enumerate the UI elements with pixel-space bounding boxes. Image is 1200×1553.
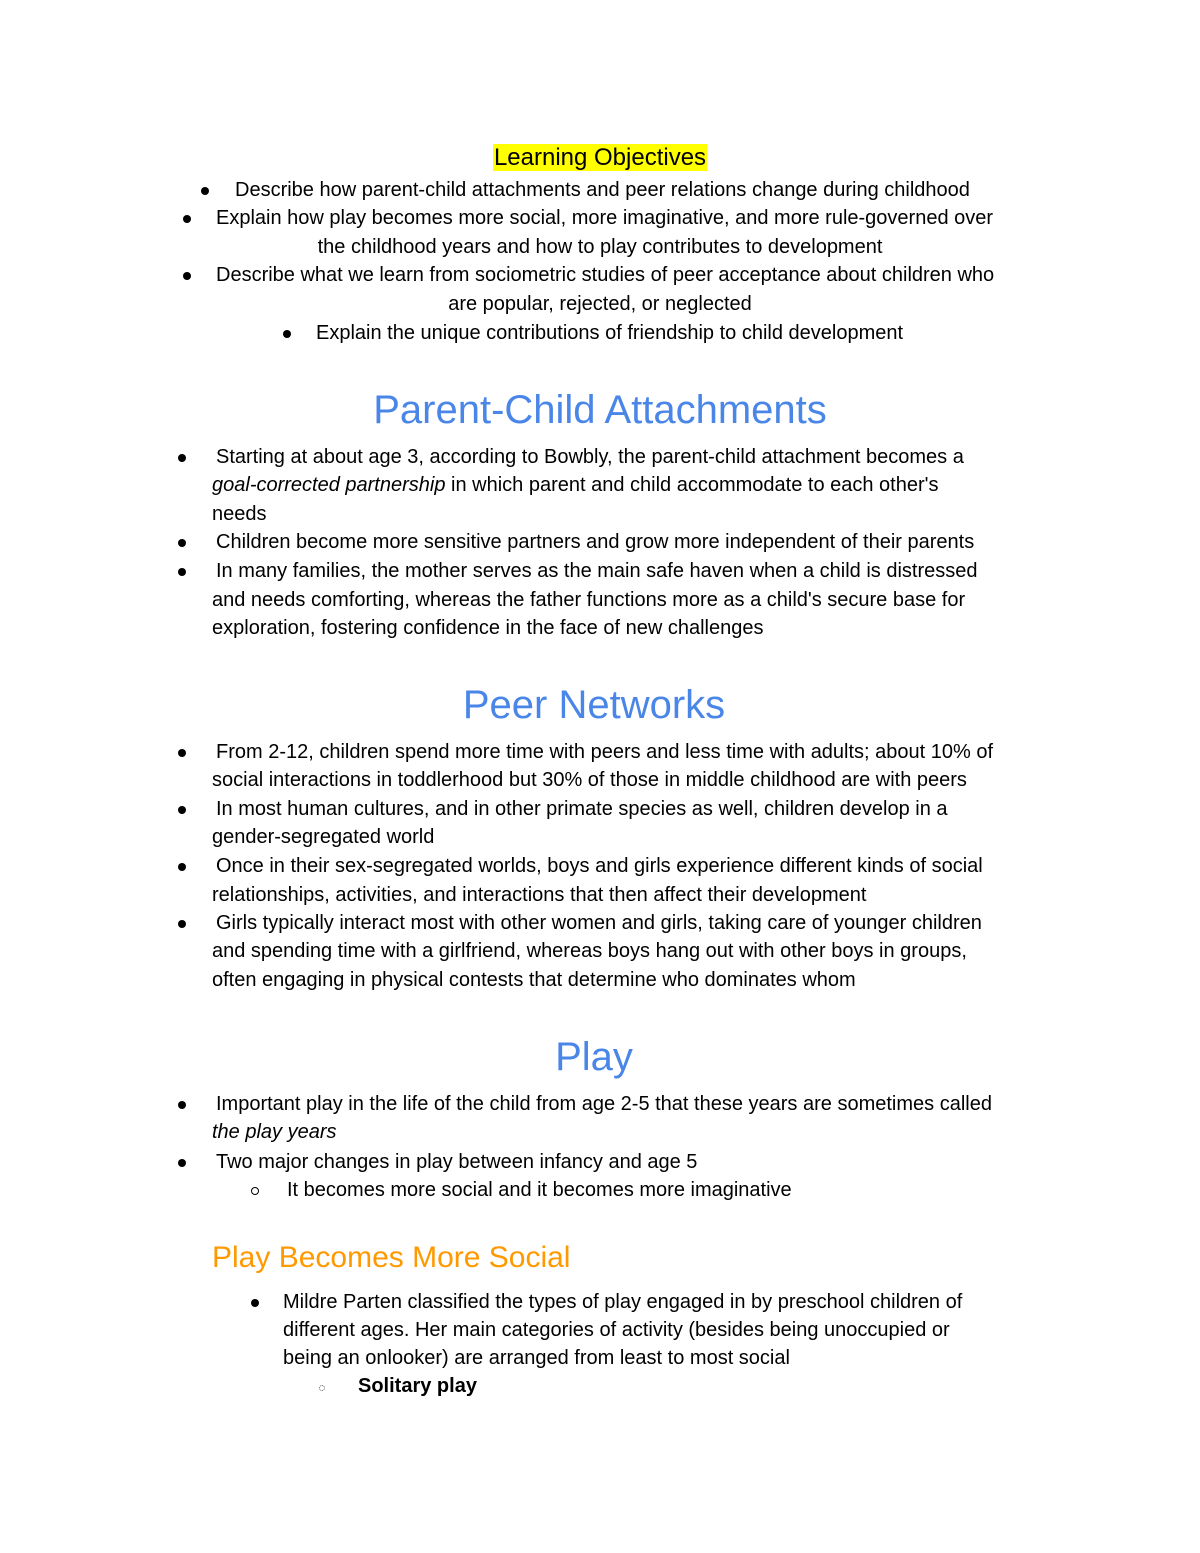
pc-goal-corrected-partnership: goal-corrected partnership <box>212 474 446 496</box>
pc-bullet-2 <box>178 539 186 547</box>
pn-item-4-line-1: Girls typically interact most with other women and girls, taking care of younger children <box>216 912 982 934</box>
lo-item-4-line-1: Explain the unique contributions of friendship to child development <box>316 322 904 344</box>
lo-bullet-4 <box>283 330 291 338</box>
lo-item-2-line-1: Explain how play becomes more social, more imaginative, and more rule-governed over <box>216 207 994 229</box>
pn-bullet-1 <box>178 749 186 757</box>
pc-item-2-line-1: Children become more sensitive partners and grow more independent of their parents <box>216 531 975 553</box>
pn-bullet-4 <box>178 920 186 928</box>
ps-sub-item-solitary-play: Solitary play <box>358 1375 477 1397</box>
lo-item-1-line-1: Describe how parent-child attachments and peer relations change during childhood <box>235 179 970 201</box>
peer-networks-heading: Peer Networks <box>462 683 726 727</box>
pn-item-4-line-3: often engaging in physical contests that determine who dominates whom <box>212 969 856 991</box>
lo-item-3-line-2: are popular, rejected, or neglected <box>448 293 752 315</box>
pn-item-1-line-1: From 2-12, children spend more time with peers and less time with adults; about 10% of <box>216 741 994 763</box>
pc-item-3-line-2: and needs comforting, whereas the father functions more as a child's secure base for <box>212 589 966 611</box>
lo-bullet-2 <box>183 215 191 223</box>
pc-item-1-line-1: Starting at about age 3, according to Bowbly, the parent-child attachment becomes a <box>216 446 964 468</box>
play-bullet-2 <box>178 1159 186 1167</box>
pc-item-1-line-3: needs <box>212 503 267 525</box>
play-item-1-line-2: the play years <box>212 1121 337 1143</box>
pn-item-2-line-1: In most human cultures, and in other primate species as well, children develop in a <box>216 798 948 820</box>
pc-item-1-line-2-rest: in which parent and child accommodate to each other's <box>445 474 939 496</box>
play-social-heading: Play Becomes More Social <box>212 1241 571 1274</box>
lo-item-2-line-2: the childhood years and how to play contributes to development <box>317 236 883 258</box>
lo-bullet-1 <box>201 187 209 195</box>
pc-bullet-1 <box>178 454 186 462</box>
play-bullet-1 <box>178 1101 186 1109</box>
play-heading: Play <box>555 1035 633 1079</box>
pn-item-3-line-2: relationships, activities, and interactions that then affect their development <box>212 884 867 906</box>
pc-item-3-line-3: exploration, fostering confidence in the face of new challenges <box>212 617 764 639</box>
play-item-2-line-1: Two major changes in play between infancy and age 5 <box>216 1151 698 1173</box>
play-sub-bullet-1 <box>251 1187 259 1195</box>
learning-objectives-title-highlight: Learning Objectives <box>493 144 707 171</box>
lo-bullet-3 <box>183 272 191 280</box>
learning-objectives-title <box>0 143 1200 173</box>
pn-bullet-3 <box>178 863 186 871</box>
ps-bullet-1 <box>251 1299 259 1307</box>
lo-item-3-line-1: Describe what we learn from sociometric studies of peer acceptance about children who <box>216 264 995 286</box>
pc-item-1-line-2 <box>212 471 938 500</box>
pn-item-2-line-2: gender-segregated world <box>212 826 435 848</box>
parent-child-heading: Parent-Child Attachments <box>373 388 827 432</box>
ps-item-1-line-2: different ages. Her main categories of activity (besides being unoccupied or <box>283 1319 950 1341</box>
pc-item-3-line-1: In many families, the mother serves as the main safe haven when a child is distressed <box>216 560 978 582</box>
pn-item-1-line-2: social interactions in toddlerhood but 30% of those in middle childhood are with peers <box>212 769 967 791</box>
play-sub-item-1: It becomes more social and it becomes more imaginative <box>287 1179 792 1201</box>
pn-item-4-line-2: and spending time with a girlfriend, whereas boys hang out with other boys in groups, <box>212 940 967 962</box>
play-item-1-line-1: Important play in the life of the child from age 2-5 that these years are sometimes called <box>216 1093 992 1115</box>
pc-bullet-3 <box>178 568 186 576</box>
ps-item-1-line-1: Mildre Parten classified the types of play engaged in by preschool children of <box>283 1291 963 1313</box>
ps-sub-bullet-1 <box>319 1385 325 1391</box>
pn-item-3-line-1: Once in their sex-segregated worlds, boys and girls experience different kinds of social <box>216 855 983 877</box>
pn-bullet-2 <box>178 806 186 814</box>
ps-item-1-line-3: being an onlooker) are arranged from least to most social <box>283 1347 790 1369</box>
